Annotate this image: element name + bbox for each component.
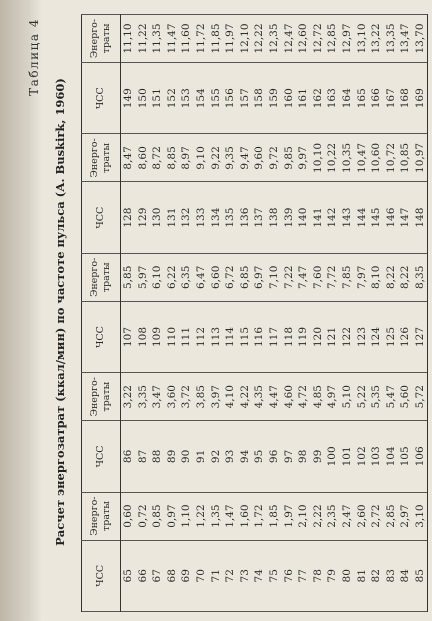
heart-rate-cell: 109 [150,301,165,372]
energy-cell: 6,85 [238,253,253,301]
heart-rate-cell: 155 [209,63,224,134]
energy-cell: 1,22 [194,492,209,540]
energy-cell: 5,10 [340,373,355,421]
heart-rate-cell: 163 [325,63,340,134]
heart-rate-cell: 73 [238,540,253,611]
heart-rate-cell: 140 [296,182,311,253]
heart-rate-cell: 145 [369,182,384,253]
energy-cell: 4,47 [267,373,282,421]
table-row [165,15,180,612]
energy-cell: 2,60 [355,492,370,540]
heart-rate-cell: 86 [121,421,136,492]
energy-cell: 9,35 [223,134,238,182]
energy-cell: 12,35 [267,15,282,63]
heart-rate-cell: 123 [355,301,370,372]
heart-rate-cell: 144 [355,182,370,253]
heart-rate-cell: 79 [325,540,340,611]
heart-rate-cell: 147 [398,182,413,253]
energy-cell: 4,10 [223,373,238,421]
energy-cell: 7,22 [282,253,297,301]
table-row [355,15,370,612]
table-title: Расчет энергозатрат (ккал/мин) по частоте пульса (А. Buskirk, 1960) [53,78,67,546]
heart-rate-cell: 71 [209,540,224,611]
energy-cell: 10,10 [311,134,326,182]
energy-cell: 7,85 [340,253,355,301]
energy-cell: 1,72 [252,492,267,540]
heart-rate-cell: 124 [369,301,384,372]
energy-cell: 3,47 [150,373,165,421]
energy-cell: 1,10 [179,492,194,540]
heart-rate-cell: 68 [165,540,180,611]
heart-rate-cell: 67 [150,540,165,611]
table-row [252,15,267,612]
energy-cell: 11,97 [223,15,238,63]
energy-cell: 9,10 [194,134,209,182]
energy-cell: 3,85 [194,373,209,421]
energy-cell: 11,47 [165,15,180,63]
heart-rate-cell: 74 [252,540,267,611]
heart-rate-cell: 107 [121,301,136,372]
energy-cell: 12,85 [325,15,340,63]
heart-rate-cell: 117 [267,301,282,372]
heart-rate-cell: 85 [413,540,428,611]
energy-cell: 0,97 [165,492,180,540]
heart-rate-cell: 91 [194,421,209,492]
heart-rate-cell: 112 [194,301,209,372]
heart-rate-cell: 132 [179,182,194,253]
heart-rate-cell: 135 [223,182,238,253]
energy-cell: 2,10 [296,492,311,540]
heart-rate-cell: 77 [296,540,311,611]
energy-cell: 6,47 [194,253,209,301]
heart-rate-cell: 78 [311,540,326,611]
energy-cell: 9,22 [209,134,224,182]
energy-cell: 9,60 [252,134,267,182]
heart-rate-cell: 87 [136,421,151,492]
energy-cell: 11,22 [136,15,151,63]
energy-cell: 8,85 [165,134,180,182]
heart-rate-cell: 72 [223,540,238,611]
heart-rate-cell: 103 [369,421,384,492]
heart-rate-cell: 168 [398,63,413,134]
energy-cell: 5,72 [413,373,428,421]
table-label: Таблица 4 [27,18,41,96]
energy-cell: 6,10 [150,253,165,301]
heart-rate-cell: 150 [136,63,151,134]
energy-cell: 1,47 [223,492,238,540]
energy-cell: 10,60 [369,134,384,182]
heart-rate-cell: 141 [311,182,326,253]
heart-rate-cell: 82 [369,540,384,611]
table-row [413,15,428,612]
energy-cell: 9,72 [267,134,282,182]
energy-cell: 5,85 [121,253,136,301]
energy-cell: 4,72 [296,373,311,421]
heart-rate-cell: 97 [282,421,297,492]
col-header-hr: ЧСС [82,63,121,134]
heart-rate-cell: 136 [238,182,253,253]
energy-cell: 2,22 [311,492,326,540]
col-header-hr: ЧСС [82,301,121,372]
energy-cell: 10,35 [340,134,355,182]
table-row [398,15,413,612]
heart-rate-cell: 142 [325,182,340,253]
heart-rate-cell: 159 [267,63,282,134]
energy-cell: 12,60 [296,15,311,63]
heart-rate-cell: 95 [252,421,267,492]
heart-rate-cell: 154 [194,63,209,134]
heart-rate-cell: 101 [340,421,355,492]
energy-cell: 3,97 [209,373,224,421]
header-row [82,15,121,612]
energy-cell: 2,85 [384,492,399,540]
table-row [150,15,165,612]
table-row [223,15,238,612]
energy-cell: 11,85 [209,15,224,63]
col-header-hr: ЧСС [82,182,121,253]
energy-cell: 6,22 [165,253,180,301]
energy-cell: 4,22 [238,373,253,421]
energy-cell: 4,35 [252,373,267,421]
heart-rate-cell: 169 [413,63,428,134]
heart-rate-cell: 100 [325,421,340,492]
energy-cell: 9,85 [282,134,297,182]
heart-rate-cell: 89 [165,421,180,492]
energy-cell: 10,47 [355,134,370,182]
heart-rate-cell: 121 [325,301,340,372]
table-row [179,15,194,612]
energy-cell: 8,60 [136,134,151,182]
energy-cell: 5,35 [369,373,384,421]
heart-rate-cell: 120 [311,301,326,372]
energy-cell: 7,97 [355,253,370,301]
energy-cell: 13,70 [413,15,428,63]
energy-cell: 11,60 [179,15,194,63]
table-row [238,15,253,612]
heart-rate-cell: 110 [165,301,180,372]
energy-cell: 11,72 [194,15,209,63]
heart-rate-cell: 105 [398,421,413,492]
energy-cell: 3,10 [413,492,428,540]
table-row [282,15,297,612]
energy-cell: 2,47 [340,492,355,540]
energy-cell: 1,60 [238,492,253,540]
heart-rate-cell: 139 [282,182,297,253]
energy-cell: 8,72 [150,134,165,182]
heart-rate-cell: 149 [121,63,136,134]
table-row [311,15,326,612]
heart-rate-cell: 137 [252,182,267,253]
energy-cell: 8,22 [398,253,413,301]
heart-rate-cell: 166 [369,63,384,134]
heart-rate-cell: 75 [267,540,282,611]
table-row [121,15,136,612]
energy-cell: 2,72 [369,492,384,540]
energy-cell: 3,72 [179,373,194,421]
energy-cell: 0,72 [136,492,151,540]
energy-cell: 10,72 [384,134,399,182]
energy-cell: 1,85 [267,492,282,540]
energy-cell: 7,10 [267,253,282,301]
energy-cell: 10,85 [398,134,413,182]
heart-rate-cell: 76 [282,540,297,611]
col-header-energy: Энерго-траты [82,134,121,182]
energy-cell: 4,85 [311,373,326,421]
heart-rate-cell: 143 [340,182,355,253]
energy-cell: 10,22 [325,134,340,182]
energy-cell: 4,60 [282,373,297,421]
table-row [369,15,384,612]
heart-rate-cell: 162 [311,63,326,134]
col-header-energy: Энерго-траты [82,373,121,421]
heart-rate-cell: 158 [252,63,267,134]
energy-cell: 7,47 [296,253,311,301]
heart-rate-cell: 96 [267,421,282,492]
heart-rate-cell: 88 [150,421,165,492]
heart-rate-cell: 94 [238,421,253,492]
energy-cell: 13,47 [398,15,413,63]
heart-rate-cell: 108 [136,301,151,372]
energy-cell: 1,35 [209,492,224,540]
energy-cell: 5,97 [136,253,151,301]
energy-cell: 6,60 [209,253,224,301]
energy-cell: 0,85 [150,492,165,540]
heart-rate-cell: 152 [165,63,180,134]
heart-rate-cell: 160 [282,63,297,134]
table-row [267,15,282,612]
table-row [325,15,340,612]
heart-rate-cell: 138 [267,182,282,253]
energy-cell: 2,97 [398,492,413,540]
heart-rate-cell: 98 [296,421,311,492]
heart-rate-cell: 113 [209,301,224,372]
heart-rate-cell: 118 [282,301,297,372]
heart-rate-cell: 151 [150,63,165,134]
energy-cell: 8,47 [121,134,136,182]
energy-cell: 11,35 [150,15,165,63]
energy-cell: 4,97 [325,373,340,421]
heart-rate-cell: 157 [238,63,253,134]
energy-cell: 0,60 [121,492,136,540]
table-row [384,15,399,612]
energy-cell: 12,47 [282,15,297,63]
heart-rate-cell: 65 [121,540,136,611]
energy-cell: 3,60 [165,373,180,421]
table-row [194,15,209,612]
heart-rate-cell: 70 [194,540,209,611]
energy-cell: 12,10 [238,15,253,63]
energy-cell: 6,72 [223,253,238,301]
heart-rate-cell: 126 [398,301,413,372]
col-header-energy: Энерго-траты [82,15,121,63]
heart-rate-cell: 130 [150,182,165,253]
energy-cell: 6,35 [179,253,194,301]
heart-rate-cell: 84 [398,540,413,611]
heart-rate-cell: 134 [209,182,224,253]
col-header-energy: Энерго-траты [82,492,121,540]
energy-cell: 7,72 [325,253,340,301]
energy-cell: 12,97 [340,15,355,63]
table-row [136,15,151,612]
col-header-hr: ЧСС [82,540,121,611]
heart-rate-cell: 146 [384,182,399,253]
energy-cell: 13,22 [369,15,384,63]
heart-rate-cell: 127 [413,301,428,372]
energy-cell: 8,22 [384,253,399,301]
heart-rate-cell: 153 [179,63,194,134]
heart-rate-cell: 161 [296,63,311,134]
heart-rate-cell: 164 [340,63,355,134]
heart-rate-cell: 167 [384,63,399,134]
energy-cell: 5,60 [398,373,413,421]
energy-cell: 8,97 [179,134,194,182]
table-row [296,15,311,612]
heart-rate-cell: 90 [179,421,194,492]
heart-rate-cell: 114 [223,301,238,372]
heart-rate-cell: 111 [179,301,194,372]
energy-cell: 3,35 [136,373,151,421]
rotated-content [25,12,425,612]
heart-rate-cell: 102 [355,421,370,492]
energy-cell: 13,35 [384,15,399,63]
energy-cell: 9,97 [296,134,311,182]
energy-cell: 6,97 [252,253,267,301]
heart-rate-cell: 133 [194,182,209,253]
table-row [340,15,355,612]
energy-cell: 9,47 [238,134,253,182]
heart-rate-cell: 125 [384,301,399,372]
col-header-energy: Энерго-траты [82,253,121,301]
table-row [209,15,224,612]
heart-rate-cell: 80 [340,540,355,611]
heart-rate-cell: 131 [165,182,180,253]
heart-rate-cell: 69 [179,540,194,611]
heart-rate-cell: 106 [413,421,428,492]
energy-cell: 7,60 [311,253,326,301]
heart-rate-cell: 165 [355,63,370,134]
energy-cell: 12,72 [311,15,326,63]
heart-rate-cell: 129 [136,182,151,253]
heart-rate-cell: 148 [413,182,428,253]
heart-rate-cell: 128 [121,182,136,253]
energy-cell: 13,10 [355,15,370,63]
energy-cell: 5,22 [355,373,370,421]
energy-cell: 8,35 [413,253,428,301]
energy-cell: 8,10 [369,253,384,301]
heart-rate-cell: 122 [340,301,355,372]
energy-cell: 5,47 [384,373,399,421]
energy-cell: 12,22 [252,15,267,63]
energy-cell: 1,97 [282,492,297,540]
heart-rate-cell: 99 [311,421,326,492]
heart-rate-energy-table [81,14,428,612]
heart-rate-cell: 116 [252,301,267,372]
heart-rate-cell: 92 [209,421,224,492]
heart-rate-cell: 104 [384,421,399,492]
col-header-hr: ЧСС [82,421,121,492]
heart-rate-cell: 115 [238,301,253,372]
energy-cell: 3,22 [121,373,136,421]
energy-cell: 2,35 [325,492,340,540]
energy-cell: 10,97 [413,134,428,182]
heart-rate-cell: 93 [223,421,238,492]
heart-rate-cell: 156 [223,63,238,134]
heart-rate-cell: 66 [136,540,151,611]
table-body [121,15,428,612]
heart-rate-cell: 119 [296,301,311,372]
heart-rate-cell: 83 [384,540,399,611]
heart-rate-cell: 81 [355,540,370,611]
energy-cell: 11,10 [121,15,136,63]
